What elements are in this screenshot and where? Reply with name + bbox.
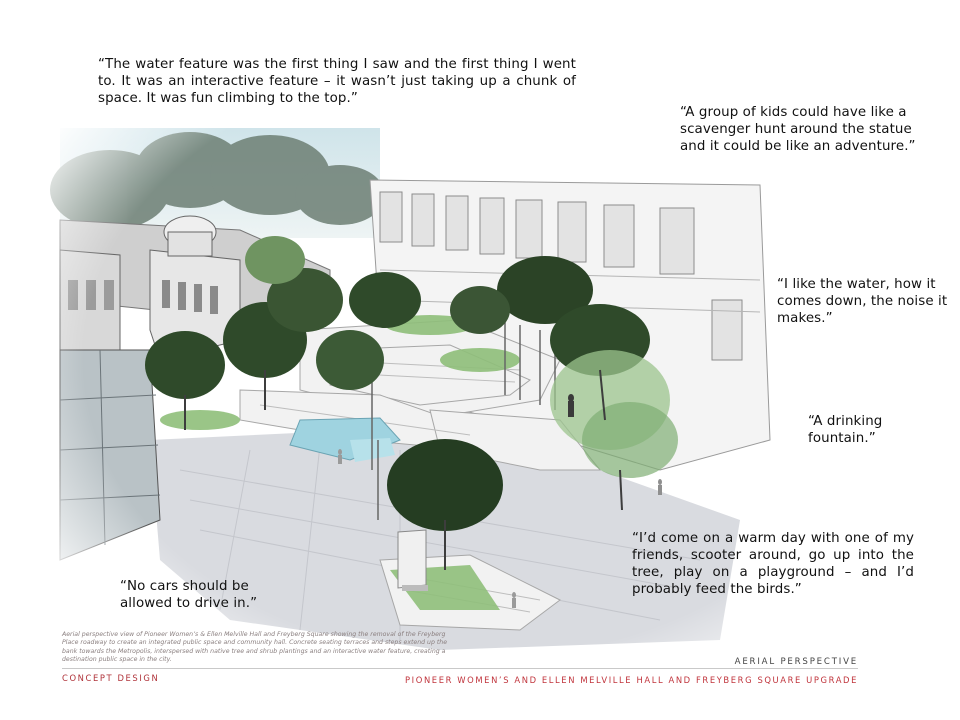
quote-no-cars: “No cars should be allowed to drive in.” [120, 579, 258, 611]
view-type-label: AERIAL PERSPECTIVE [734, 657, 858, 667]
quote-water-noise: “I like the water, how it comes down, the noise it makes.” [777, 277, 948, 326]
illustration-caption: Aerial perspective view of Pioneer Women’s & Ellen Melville Hall and Freyberg Square showing the removal of the Freyberg Place roadway to create an integrated public space and community hall. Concrete seating terraces and steps extend up the bank towards the Metropolis, interspersed with native tree and shrub plantings and an interactive water feature, creating a destination public space in the city. [62, 631, 448, 664]
project-title: PIONEER WOMEN’S AND ELLEN MELVILLE HALL AND FREYBERG SQUARE UPGRADE [405, 675, 858, 685]
quote-scavenger-hunt: “A group of kids could have like a scavenger hunt around the statue and it could be like an adventure.” [680, 105, 916, 154]
quote-drinking-fountain: “A drinking fountain.” [808, 414, 883, 446]
divider [62, 668, 858, 669]
concept-design-label: CONCEPT DESIGN [62, 673, 160, 683]
quote-warm-day: “I’d come on a warm day with one of my friends, scooter around, go up into the tree, play on a playground – and I’d probably feed the birds.” [632, 531, 914, 597]
quote-water-feature: “The water feature was the first thing I saw and the first thing I went to. It was an interactive feature – it wasn’t just taking up a chunk of space. It was fun climbing to the top.” [98, 57, 576, 106]
